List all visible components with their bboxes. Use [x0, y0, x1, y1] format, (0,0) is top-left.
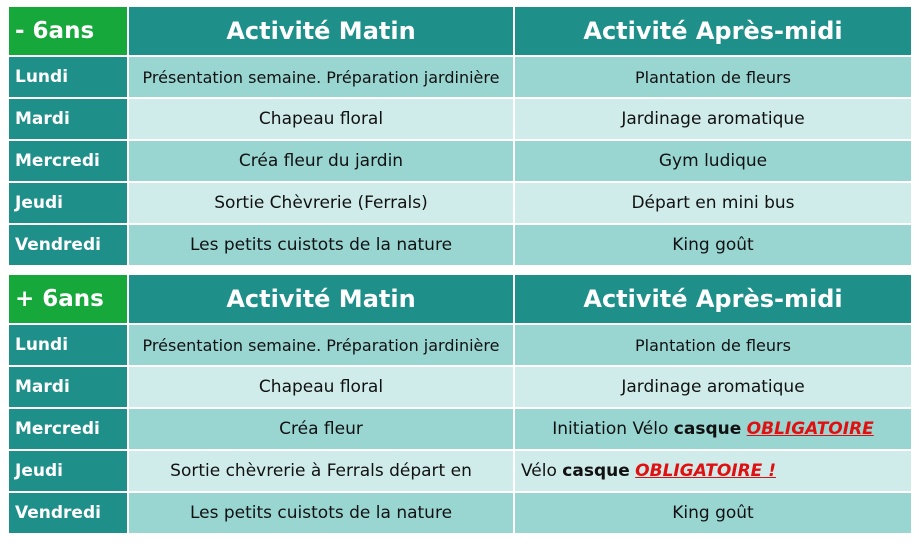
morning-header: Activité Matin [129, 7, 513, 55]
table-row [9, 225, 911, 265]
day-label: Jeudi [9, 183, 127, 223]
morning-activity: Créa fleur [129, 409, 513, 449]
table-row [9, 99, 911, 139]
afternoon-activity: King goût [515, 225, 911, 265]
afternoon-activity [515, 451, 911, 491]
morning-activity: Sortie Chèvrerie (Ferrals) [129, 183, 513, 223]
afternoon-header: Activité Après-midi [515, 275, 911, 323]
day-label: Vendredi [9, 225, 127, 265]
afternoon-header: Activité Après-midi [515, 7, 911, 55]
day-label: Jeudi [9, 451, 127, 491]
day-label: Lundi [9, 325, 127, 365]
afternoon-activity: Plantation de fleurs [515, 57, 911, 97]
afternoon-activity [515, 409, 911, 449]
afternoon-activity: King goût [515, 493, 911, 533]
morning-activity: Chapeau floral [129, 367, 513, 407]
helmet-text: casque [673, 419, 742, 439]
schedule-table-under-6 [7, 5, 913, 267]
afternoon-activity: Gym ludique [515, 141, 911, 181]
table-row [9, 409, 911, 449]
table-row [9, 57, 911, 97]
required-warning: OBLIGATOIRE [635, 461, 763, 481]
morning-activity: Les petits cuistots de la nature [129, 225, 513, 265]
day-label: Mercredi [9, 141, 127, 181]
day-label: Lundi [9, 57, 127, 97]
afternoon-activity: Plantation de fleurs [515, 325, 911, 365]
afternoon-activity: Jardinage aromatique [515, 99, 911, 139]
schedule-table-over-6 [7, 273, 913, 535]
table-row [9, 493, 911, 533]
table-row [9, 141, 911, 181]
day-label: Vendredi [9, 493, 127, 533]
table-row [9, 325, 911, 365]
morning-activity: Les petits cuistots de la nature [129, 493, 513, 533]
age-group-label: - 6ans [9, 7, 127, 55]
table-header-row [9, 7, 911, 55]
activity-text: Initiation Vélo [552, 419, 674, 439]
table-row [9, 183, 911, 223]
helmet-text: casque [562, 461, 630, 481]
morning-activity: Créa fleur du jardin [129, 141, 513, 181]
table-row [9, 367, 911, 407]
day-label: Mercredi [9, 409, 127, 449]
day-label: Mardi [9, 99, 127, 139]
table-header-row [9, 275, 911, 323]
table-row [9, 451, 911, 491]
morning-activity: Présentation semaine. Préparation jardinière [129, 57, 513, 97]
afternoon-activity: Départ en mini bus [515, 183, 911, 223]
morning-activity: Présentation semaine. Préparation jardinière [129, 325, 513, 365]
activity-text: Vélo [521, 461, 563, 481]
afternoon-activity: Jardinage aromatique [515, 367, 911, 407]
day-label: Mardi [9, 367, 127, 407]
age-group-label: + 6ans [9, 275, 127, 323]
required-warning: OBLIGATOIRE [746, 419, 874, 439]
morning-activity: Sortie chèvrerie à Ferrals départ en [129, 451, 513, 491]
morning-header: Activité Matin [129, 275, 513, 323]
morning-activity: Chapeau floral [129, 99, 513, 139]
exclamation-mark: ! [762, 461, 776, 481]
